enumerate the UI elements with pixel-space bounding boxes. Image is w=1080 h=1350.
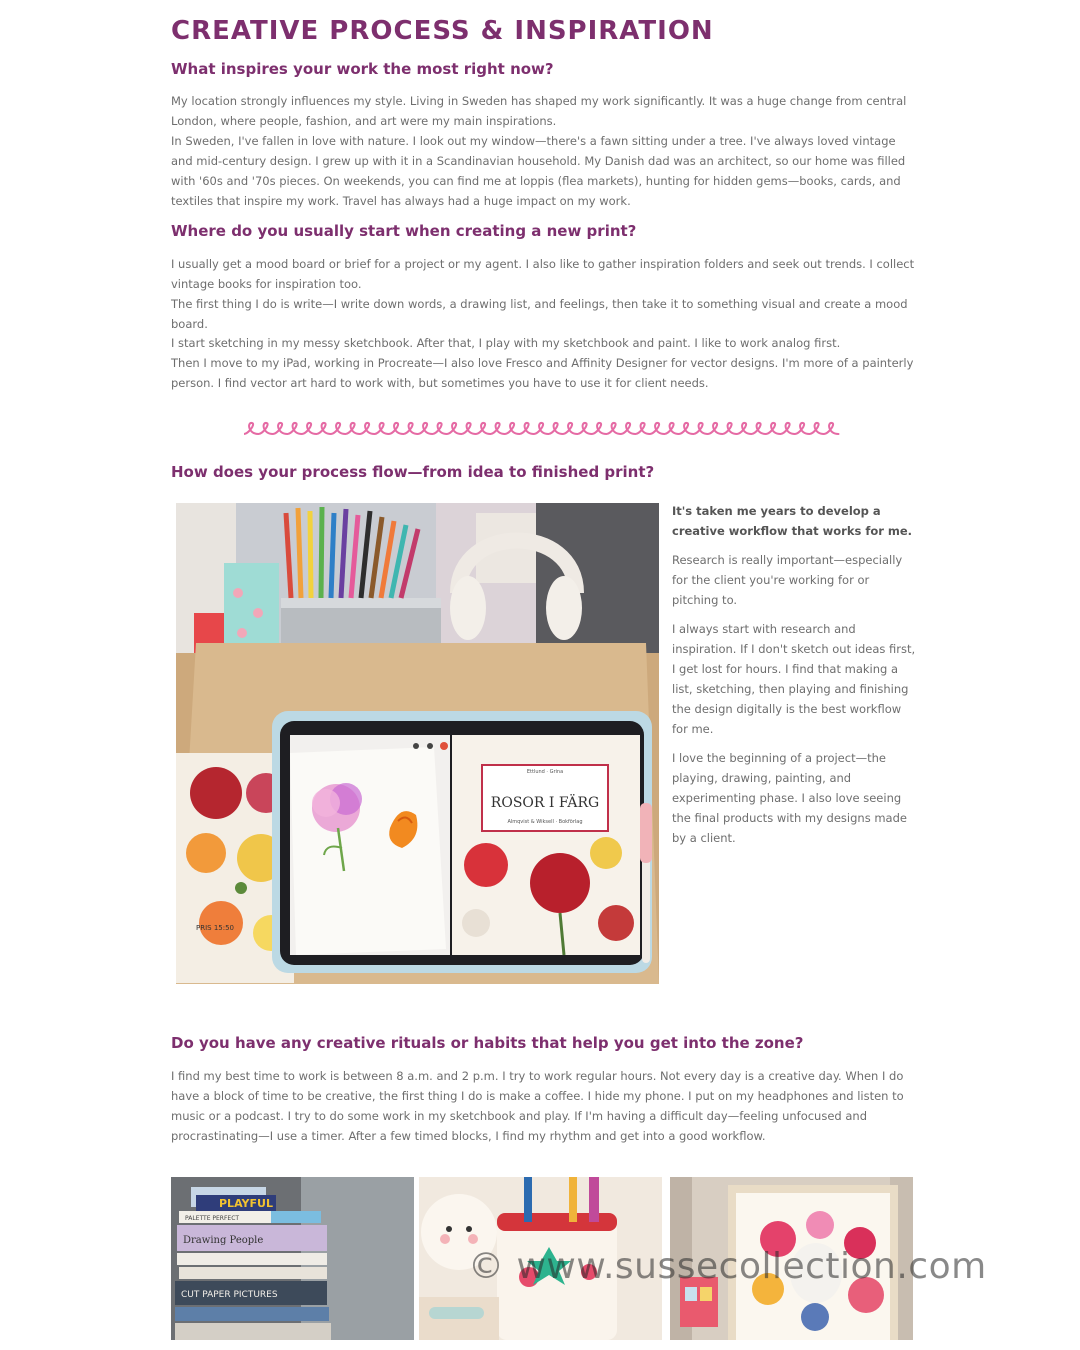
paragraph: In Sweden, I've fallen in love with nature. I look out my window—there's a fawn sitting under a tree. I've always loved vintage and mid-century design. I grew up with it in a Scandinavian household. My Danish dad was an architect, so our home was filled with '60s and '70s pieces. On weekends, you can find me at loppis (flea markets), hunting for hidden gems—books, cards, and textiles that inspire my work. Travel has always had a huge impact on my work. xyxy=(171,134,906,208)
workspace-photo xyxy=(176,503,659,984)
book-spine-text: CUT PAPER PICTURES xyxy=(181,1290,278,1300)
question-heading: Do you have any creative rituals or habits that help you get into the zone? xyxy=(171,1034,804,1052)
question-heading: Where do you usually start when creating a new print? xyxy=(171,222,637,240)
page-title: CREATIVE PROCESS & INSPIRATION xyxy=(171,16,714,46)
book-price-text: PRIS 15:50 xyxy=(196,924,234,932)
paragraph: I always start with research and inspiration. If I don't sketch out ideas first, I get lost for hours. I find that making a list, sketching, then playing and finishing the design digitally is the best workflow for me. xyxy=(672,622,916,736)
book-spine-text: PALETTE PERFECT xyxy=(185,1215,240,1222)
book-spine-text: PLAYFUL xyxy=(219,1197,273,1210)
book-top-text: Ettlund · Grina xyxy=(526,769,564,775)
paragraph: I find my best time to work is between 8 a.m. and 2 p.m. I try to work regular hours. Not every day is a creative day. When I do have a block of time to be creative, the first thing I do is make a coffee. I hide my phone. I put on my headphones and listen to music or a podcast. I try to do some work in my sketchbook and play. If I'm having a difficult day—feeling unfocused and procrastinating—I use a timer. After a few timed blocks, I find my rhythm and get into a good workflow. xyxy=(171,1069,904,1143)
squiggle-divider xyxy=(244,420,842,440)
book-title-text: ROSOR I FÄRG xyxy=(490,795,600,811)
paragraph: Research is really important—especially for the client you're working for or pitching to. xyxy=(672,553,903,607)
paragraph: I usually get a mood board or brief for a project or my agent. I also like to gather inspiration folders and seek out trends. I collect vintage books for inspiration too. xyxy=(171,257,915,291)
process-sidebar xyxy=(672,501,917,857)
paragraph: My location strongly influences my style. Living in Sweden has shaped my work significantly. It was a huge change from central London, where people, fashion, and art were my main inspirations. xyxy=(171,94,907,128)
paragraph: I start sketching in my messy sketchbook. After that, I play with my sketchbook and paint. I like to work analog first. xyxy=(171,336,841,350)
question-heading: What inspires your work the most right now? xyxy=(171,60,554,78)
copyright-watermark: © www.sussecollection.com xyxy=(468,1246,987,1287)
paragraph: I love the beginning of a project—the playing, drawing, painting, and experimenting phase. I also love seeing the final products with my designs made by a client. xyxy=(672,751,907,845)
paragraph: Then I move to my iPad, working in Procreate—I also love Fresco and Affinity Designer for vector designs. I'm more of a painterly person. I find vector art hard to work with, but sometimes you have to use it for client needs. xyxy=(171,356,914,390)
paragraph: The first thing I do is write—I write down words, a drawing list, and feelings, then take it to something visual and create a mood board. xyxy=(171,297,908,331)
book-spine-text: Drawing People xyxy=(183,1235,264,1246)
books-stack-photo xyxy=(171,1177,414,1340)
book-sub-text: Almqvist & Wiksell · Bokförlag xyxy=(507,819,583,825)
question-heading: How does your process flow—from idea to finished print? xyxy=(171,463,655,481)
sidebar-lead: It's taken me years to develop a creative workflow that works for me. xyxy=(672,504,913,538)
